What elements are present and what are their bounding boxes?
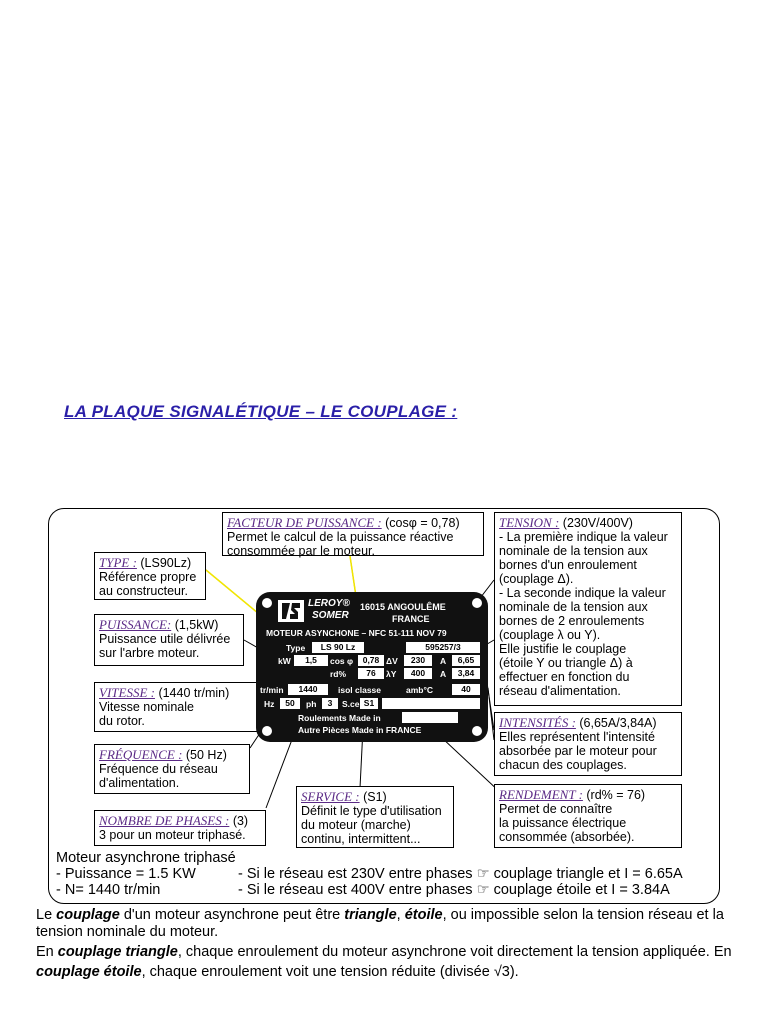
plate-blank-cell [402,712,458,723]
ph-label: ph [306,699,317,709]
callout-title: TENSION : [499,515,560,530]
callout-service [296,786,454,848]
emphasis: étoile [404,907,443,923]
callout-puissance [94,614,244,666]
kw-value: 1,5 [294,655,328,666]
callout-title: NOMBRE DE PHASES : [99,813,230,828]
callout-frequence [94,744,250,794]
hz-value: 50 [280,698,300,709]
plate-blank-cell [382,698,480,709]
callout-text: 3 pour un moteur triphasé. [99,828,246,842]
emphasis: couplage [56,907,120,923]
amb-value: 40 [452,684,480,695]
mounting-hole [472,726,482,736]
summary-power: - Puissance = 1.5 KW [56,866,196,882]
brand-line-2: SOMER [312,610,349,621]
plate-made-in-2: Autre Pièces Made in FRANCE [298,725,422,735]
callout-rendement [494,784,682,848]
ph-value: 3 [322,698,338,709]
callout-title: PUISSANCE: [99,617,172,632]
callout-type [94,552,206,600]
text-run: , ou impossible selon la tension réseau et la tension nominale du moteur. [36,907,724,940]
y-v-value: 400 [404,668,432,679]
emphasis: couplage étoile [36,964,142,980]
callout-value: (cosφ = 0,78) [381,516,460,530]
type-value: LS 90 Lz [312,642,364,653]
callout-text: Vitesse nominale du rotor. [99,700,194,728]
trmin-value: 1440 [288,684,328,695]
callout-text: Référence propre au constructeur. [99,570,197,598]
section-heading: LA PLAQUE SIGNALÉTIQUE – LE COUPLAGE : [64,402,458,421]
callout-value: (rd% = 76) [582,788,646,802]
callout-vitesse [94,682,270,732]
text-run: ). [509,964,519,980]
mounting-hole [262,726,272,736]
summary-triangle: - Si le réseau est 230V entre phases ☞ couplage triangle et I = 6.65A [238,866,683,882]
kw-label: kW [278,656,291,666]
summary-title: Moteur asynchrone triphasé [56,850,236,866]
plate-made-in-1: Roulements Made in [298,713,381,723]
trmin-label: tr/min [260,685,284,695]
callout-intensites [494,712,682,776]
callout-title: RENDEMENT : [499,787,583,802]
callout-value: (1440 tr/min) [154,686,230,700]
callout-value: (3) [229,814,249,828]
service-label: S.ce [342,699,360,709]
callout-title: FACTEUR DE PUISSANCE : [227,515,382,530]
callout-text: Permet le calcul de la puissance réactive consommée par le moteur. [227,530,454,558]
isol-label: isol classe [338,685,382,695]
callout-text: Définit le type d'utilisation du moteur (marche) continu, intermittent... [301,804,442,846]
type-label: Type [286,643,306,653]
paragraph-enroulement [36,942,736,982]
plate-country: FRANCE [392,614,430,624]
text-run: d'un moteur asynchrone peut être [119,907,345,923]
callout-text: Permet de connaître la puissance électrique consommée (absorbée). [499,802,635,844]
callout-text: - La première indique la valeur nominale de la tension aux bornes d'un enroulement (couplage Δ). - La seconde indique la valeur nominale de la tension aux bornes de 2 enroulements (couplage λ ou Y). Elle justifie le couplage (étoile Y ou triangle Δ) à effectuer en fonction du réseau d'alimentation. [499,530,668,698]
callout-value: (230V/400V) [559,516,633,530]
amp-label-1: A [440,656,447,666]
callout-nombre-phases [94,810,266,846]
callout-text: Fréquence du réseau d'alimentation. [99,762,218,790]
text-run: En [36,944,58,960]
summary-speed: - N= 1440 tr/min [56,882,161,898]
amp-label-2: A [440,669,447,679]
summary-etoile: - Si le réseau est 400V entre phases ☞ couplage étoile et I = 3.84A [238,882,670,898]
emphasis: couplage triangle [57,944,178,960]
callout-value: (6,65A/3,84A) [575,716,657,730]
y-v-label: λY [386,669,397,679]
cos-label: cos φ [330,656,354,666]
plate-city: 16015 ANGOULÊME [360,602,446,612]
hz-label: Hz [264,699,275,709]
callout-value: (1,5kW) [171,618,219,632]
paragraph-couplage [36,907,736,941]
text-run: Le [36,907,57,923]
delta-v-label: ΔV [386,656,398,666]
cos-value: 0,78 [358,655,384,666]
callout-title: VITESSE : [99,685,155,700]
motor-nameplate [256,592,488,742]
callout-value: (LS90Lz) [136,556,192,570]
callout-tension [494,512,682,706]
leroy-somer-logo-icon [278,600,304,622]
callout-facteur-puissance [222,512,484,556]
callout-text: Elles représentent l'intensité absorbée par le moteur pour chacun des couplages. [499,730,657,772]
amb-label: amb°C [406,685,434,695]
service-value: S1 [360,698,378,709]
serial-value: 595257/3 [406,642,480,653]
callout-title: INTENSITÉS : [499,715,576,730]
callout-text: Puissance utile délivrée sur l'arbre moteur. [99,632,231,660]
callout-title: TYPE : [99,555,137,570]
text-run: , chaque enroulement du moteur asynchrone voit directement la tension appliquée. En [177,944,732,960]
amp-value-1: 6,65 [452,655,480,666]
callout-title: SERVICE : [301,789,360,804]
sqrt-three: √3 [493,964,510,980]
callout-value: (S1) [359,790,387,804]
mounting-hole [262,598,272,608]
callout-value: (50 Hz) [182,748,227,762]
amp-value-2: 3,84 [452,668,480,679]
text-run: , [396,907,405,923]
emphasis: triangle [344,907,397,923]
delta-v-value: 230 [404,655,432,666]
brand-line-1: LEROY® [308,598,350,609]
plate-motor-line: MOTEUR ASYNCHONE – NFC 51-111 NOV 79 [266,628,447,638]
mounting-hole [472,598,482,608]
rd-value: 76 [358,668,384,679]
callout-title: FRÉQUENCE : [99,747,183,762]
rd-label: rd% [330,669,347,679]
text-run: , chaque enroulement voit une tension réduite (divisée [141,964,494,980]
